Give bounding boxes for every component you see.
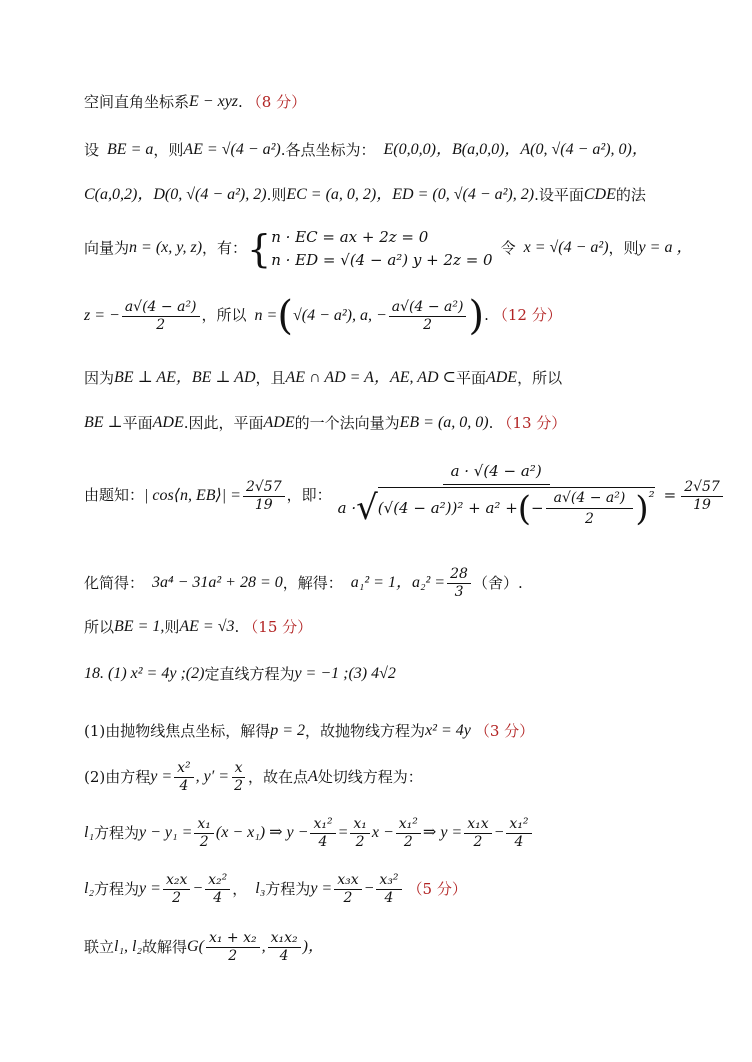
math: x = √(4 − a²) [523, 239, 609, 257]
text: ， [232, 879, 248, 898]
math: AE = √3 [179, 618, 235, 635]
math: EB = (a, 0, 0) [399, 414, 489, 431]
fraction: $\frac{\text{a√(4 − a²)}}{2}$ [546, 488, 634, 531]
math: l₁ [84, 823, 95, 841]
math: BE = 1, [114, 618, 165, 635]
text: .则 [266, 185, 287, 204]
line-coordinates-1 [84, 140, 712, 161]
math: 18. (1) x² = 4y ;(2) [84, 665, 205, 682]
score-label: （13 分） [497, 413, 567, 432]
text: 空间直角坐标系 [84, 92, 190, 111]
line-intersection-G: 联立 l₁, l₂ 故解得 G( $\frac{\text{x₁ + x₂}}{2}$ , $\frac{\text{x₁x₂}}{4}$ )， [84, 930, 324, 964]
text: ，故在点 [248, 767, 309, 786]
text: 设 [84, 140, 100, 159]
text: 化简得： [84, 573, 145, 592]
text: 平面 [455, 368, 486, 387]
fraction: $\frac{x}{2}$ [231, 760, 246, 795]
equation-system [271, 226, 492, 271]
math: y = [150, 767, 173, 785]
text: 联立 [84, 937, 115, 956]
equation: n · EC = ax + 2z = 0 [271, 228, 429, 246]
math: E(0,0,0)，B(a,0,0)，A(0, √(4 − a²), 0)， [383, 141, 648, 158]
math: − [363, 879, 375, 897]
math: G( [187, 937, 204, 955]
score-label: （12 分） [492, 306, 562, 325]
math: a₁² = 1，a₂² = [350, 573, 446, 591]
math: x² = 4y [425, 722, 471, 739]
text: ，所以 [517, 368, 563, 387]
math: n = (x, y, z) [129, 239, 203, 257]
text: .设平面 [534, 185, 584, 204]
text: （舍）. [472, 573, 523, 592]
math: , y′ = [195, 767, 230, 785]
math: AE ∩ AD = A，AE, AD ⊂ [285, 369, 456, 386]
math: y = −1 ;(3) 4√2 [294, 665, 396, 682]
line-18-part1 [84, 721, 712, 742]
math: ADE [152, 414, 184, 431]
math: (x − x₁) ⇒ y − [215, 823, 309, 841]
math: 3a⁴ − 31a² + 28 = 0 [152, 573, 283, 591]
math: y = [139, 879, 161, 897]
text: 方程为 [94, 879, 140, 898]
line-conclusion-17: 所以 BE = 1, 则 AE = √3 . （15 分） [84, 617, 712, 638]
line-cosine-condition: 由题知： | cos⟨n, EB⟩| = $\frac{2√57}{19}$ ，即： a · √(4 − a²) a · √ (√(4 − a²))² + a² + ( − $\frac{\text{a√(4 − a²)}}{2}$ ) ² = $\frac{2√57}{19}$ [84, 460, 712, 532]
line-tangent-l1: l₁ 方程为 y − y₁ = $\frac{\text{x₁}}{2}$ (x − x₁) ⇒ y − $\frac{\text{x₁²}}{4}$ = $\frac{\text{x₁}}{2}$ x − $\frac{\text{x₁²}}{2}$ ⇒ y = $\frac{\text{x₁x}}{2}$ − $\frac{\text{x₁²}}{4}$ [84, 816, 712, 851]
text: 处切线方程为： [317, 767, 423, 786]
text: (2)由方程 [84, 767, 151, 786]
text: 方程为 [94, 823, 140, 842]
text: 方程为 [265, 879, 311, 898]
line-plane-normal: BE ⊥ 平面 ADE .因此，平面 ADE 的一个法向量为 EB = (a, 0, 0) . （13 分） [84, 413, 712, 434]
equation: n · ED = √(4 − a²) y + 2z = 0 [271, 250, 493, 269]
fraction: $\frac{\text{a√(4 − a²)}}{2}$ [389, 299, 467, 334]
text: (1)由抛物线焦点坐标，解得 [84, 721, 271, 740]
math: A [308, 767, 318, 785]
text: 因为 [84, 368, 115, 387]
text: 平面 [122, 413, 153, 432]
math: y = [310, 879, 333, 897]
math: p = 2 [270, 722, 306, 739]
math: ⇒ y = [422, 823, 463, 841]
math: − [192, 879, 204, 897]
text: 令 [500, 238, 516, 257]
fraction: $\frac{\text{a√(4 − a²)}}{2}$ [122, 299, 200, 334]
math: C(a,0,2)，D(0, √(4 − a²), 2) [84, 186, 267, 203]
math: − [493, 823, 505, 841]
text: ，则 [153, 140, 184, 159]
score-label: （15 分） [243, 617, 313, 636]
math: EC = (a, 0, 2)，ED = (0, √(4 − a²), 2) [286, 186, 535, 203]
math: l₁, l₂ [114, 937, 143, 955]
text: 所以 [84, 617, 115, 636]
text: ，则 [608, 238, 639, 257]
math: x − [371, 823, 394, 841]
text: 故解得 [142, 937, 188, 956]
fraction: $\frac{2√57}{19}$ [243, 479, 285, 514]
text: 定直线方程为 [204, 664, 295, 683]
math: , [261, 937, 266, 955]
math: AE = √(4 − a²) [183, 141, 281, 158]
score-label: （5 分） [407, 879, 467, 898]
line-simplify [84, 566, 712, 601]
score-label: （8 分） [246, 92, 307, 111]
math: l₃ [255, 879, 266, 897]
fraction: $\frac{28}{3}$ [447, 566, 471, 601]
text: 的一个法向量为 [294, 413, 400, 432]
math: √(4 − a²), a, − [292, 306, 387, 324]
text: 则 [164, 617, 180, 636]
math: z = − [84, 306, 120, 324]
math: l₂ [84, 879, 95, 897]
math: BE ⊥ [84, 414, 123, 431]
line-tangent-l2-l3: l₂ 方程为 y = $\frac{\text{x₂x}}{2}$ − $\frac{\text{x₂²}}{4}$ ， l₃ 方程为 y = $\frac{\text{x₃x}}{2}$ − $\frac{\text{x₃²}}{4}$ （5 分） [84, 872, 467, 906]
math: CDE [583, 186, 616, 203]
line-coordinate-system: 空间直角坐标系 E − xyz . （8 分） [84, 92, 712, 113]
text: ，且 [255, 368, 286, 387]
fraction: $\frac{2√57}{19}$ [681, 479, 723, 514]
text: .因此，平面 [183, 413, 264, 432]
math: | cos⟨n, EB⟩| = [144, 486, 241, 504]
text: .各点坐标为： [280, 140, 376, 159]
line-perpendicular [84, 368, 712, 389]
text: 向量为 [84, 238, 130, 257]
score-label: （3 分） [474, 721, 535, 740]
math: BE = a [107, 141, 154, 158]
math: E − xyz [189, 93, 239, 110]
text: ，解得： [282, 573, 343, 592]
line-normal-vector-result: z = − $\frac{\text{a√(4 − a²)}}{2}$ ，所以 n = ( √(4 − a²), a, − $\frac{\text{a√(4 − a²)}}{2}$ ) . （12 分） [84, 293, 562, 339]
text: 由题知： [84, 486, 145, 505]
line-coordinates-2 [84, 185, 712, 206]
line-problem-18-answer [84, 664, 712, 685]
math: n = [254, 306, 278, 324]
line-normal-vector: 向量为 n = (x, y, z) ，有： { n · EC = ax + 2z = 0 n · ED = √(4 − a²) y + 2z = 0 令 x = √(4 − a²) ，则 y = a ， [84, 226, 693, 271]
math: y = a ， [638, 239, 693, 257]
math: BE ⊥ AE，BE ⊥ AD [114, 369, 256, 386]
text: ，即： [286, 486, 332, 505]
math: ADE [485, 369, 518, 386]
line-18-part2 [84, 760, 712, 795]
math: )， [302, 937, 324, 955]
big-fraction: a · √(4 − a²) a · √ (√(4 − a²))² + a² + ( − $\frac{\text{a√(4 − a²)}}{2}$ ) ² [337, 462, 655, 529]
math: y − y₁ = [139, 823, 193, 841]
math: = [337, 823, 349, 841]
text: ，所以 [201, 306, 247, 325]
text: 的法 [615, 185, 646, 204]
text: ，故抛物线方程为 [305, 721, 426, 740]
fraction: $\frac{\text{x²}}{4}$ [174, 760, 194, 795]
text: ，有： [202, 238, 248, 257]
math: ADE [263, 414, 295, 431]
